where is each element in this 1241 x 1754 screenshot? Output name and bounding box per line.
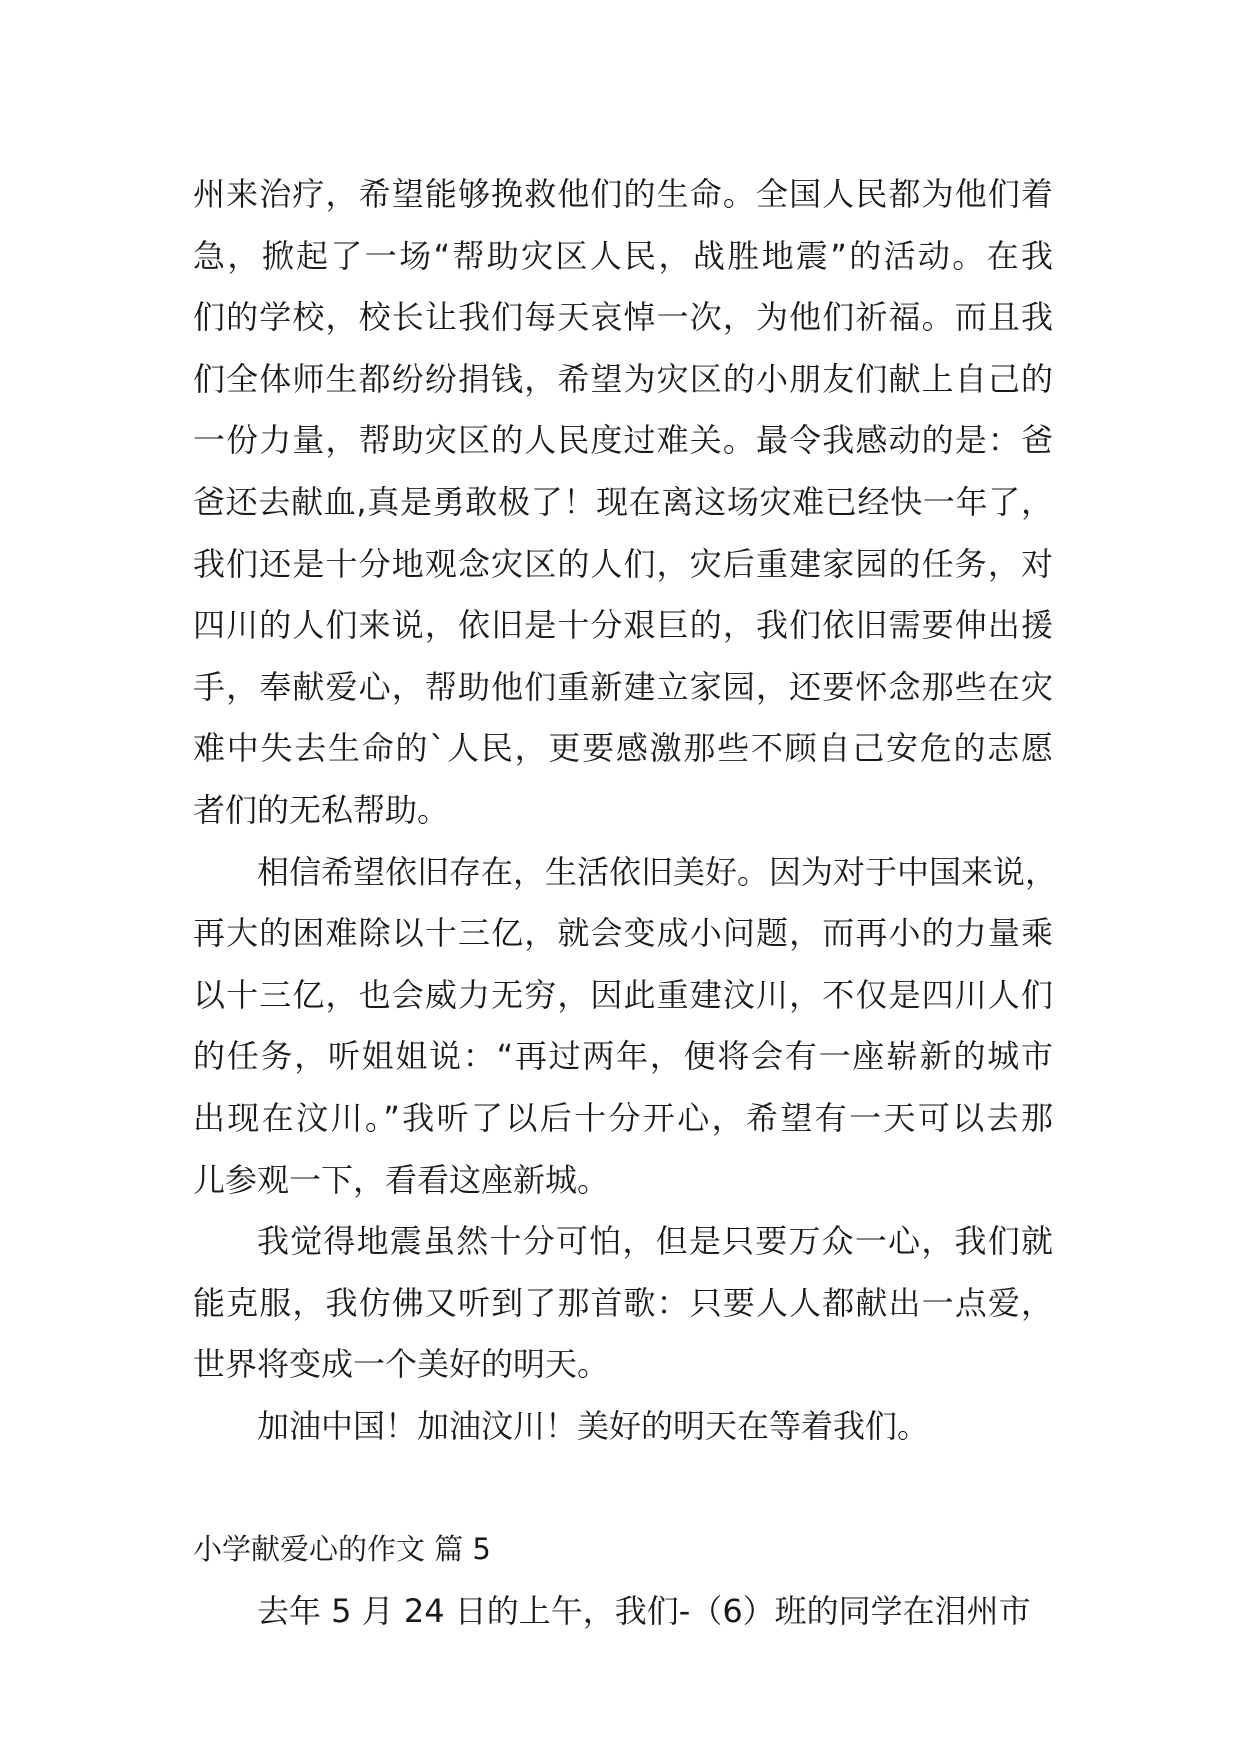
text-line: 去年 5 月 24 日的上午，我们-（6）班的同学在泪州市 xyxy=(257,1591,1031,1630)
text-line: 难中失去生命的`人民，更要感激那些不顾自己安危的志愿 xyxy=(193,729,1053,768)
text-line: 儿参观一下，看看这座新城。 xyxy=(193,1160,610,1199)
text-line: 相信希望依旧存在，生活依旧美好。因为对于中国来说， xyxy=(257,852,1058,891)
text-line: 州来治疗，希望能够挽救他们的生命。全国人民都为他们着 xyxy=(193,175,1053,213)
paragraph xyxy=(193,1396,1053,1458)
text-line: 世界将变成一个美好的明天。 xyxy=(193,1345,610,1384)
section-heading: 小学献爱心的作文 篇 5 xyxy=(193,1532,491,1567)
paragraph xyxy=(193,1581,1053,1643)
text-line: 能克服，我仿佛又听到了那首歌：只要人人都献出一点爱， xyxy=(193,1283,1053,1322)
text-line: 加油中国！加油汶川！美好的明天在等着我们。 xyxy=(257,1406,930,1445)
text-line: 们全体师生都纷纷捐钱，希望为灾区的小朋友们献上自己的 xyxy=(193,359,1053,398)
paragraph xyxy=(193,1211,1053,1396)
text-line: 出现在汶川。”我听了以后十分开心，希望有一天可以去那 xyxy=(193,1098,1053,1137)
text-line: 以十三亿，也会威力无穷，因此重建汶川，不仅是四川人们 xyxy=(193,975,1053,1014)
text-line: 再大的困难除以十三亿，就会变成小问题，而再小的力量乘 xyxy=(193,914,1053,953)
paragraph xyxy=(193,164,1053,842)
text-line: 四川的人们来说，依旧是十分艰巨的，我们依旧需要伸出援 xyxy=(193,606,1053,645)
document-body xyxy=(193,164,1058,1642)
text-line: 急，掀起了一场“帮助灾区人民，战胜地震”的活动。在我 xyxy=(193,236,1053,275)
text-line: 爸还去献血,真是勇敢极了！现在离这场灾难已经快一年了， xyxy=(193,482,1053,521)
text-line: 们的学校，校长让我们每天哀悼一次，为他们祈福。而且我 xyxy=(193,298,1053,337)
text-line: 一份力量，帮助灾区的人民度过难关。最令我感动的是：爸 xyxy=(193,421,1053,460)
text-line: 者们的无私帮助。 xyxy=(193,790,450,829)
paragraph xyxy=(193,842,1058,1212)
text-line: 的任务，听姐姐说：“再过两年，便将会有一座崭新的城市 xyxy=(193,1037,1053,1076)
text-line: 我觉得地震虽然十分可怕，但是只要万众一心，我们就 xyxy=(257,1222,1053,1261)
text-line: 我们还是十分地观念灾区的人们，灾后重建家园的任务，对 xyxy=(193,544,1053,583)
text-line: 手，奉献爱心，帮助他们重新建立家园，还要怀念那些在灾 xyxy=(193,667,1053,706)
